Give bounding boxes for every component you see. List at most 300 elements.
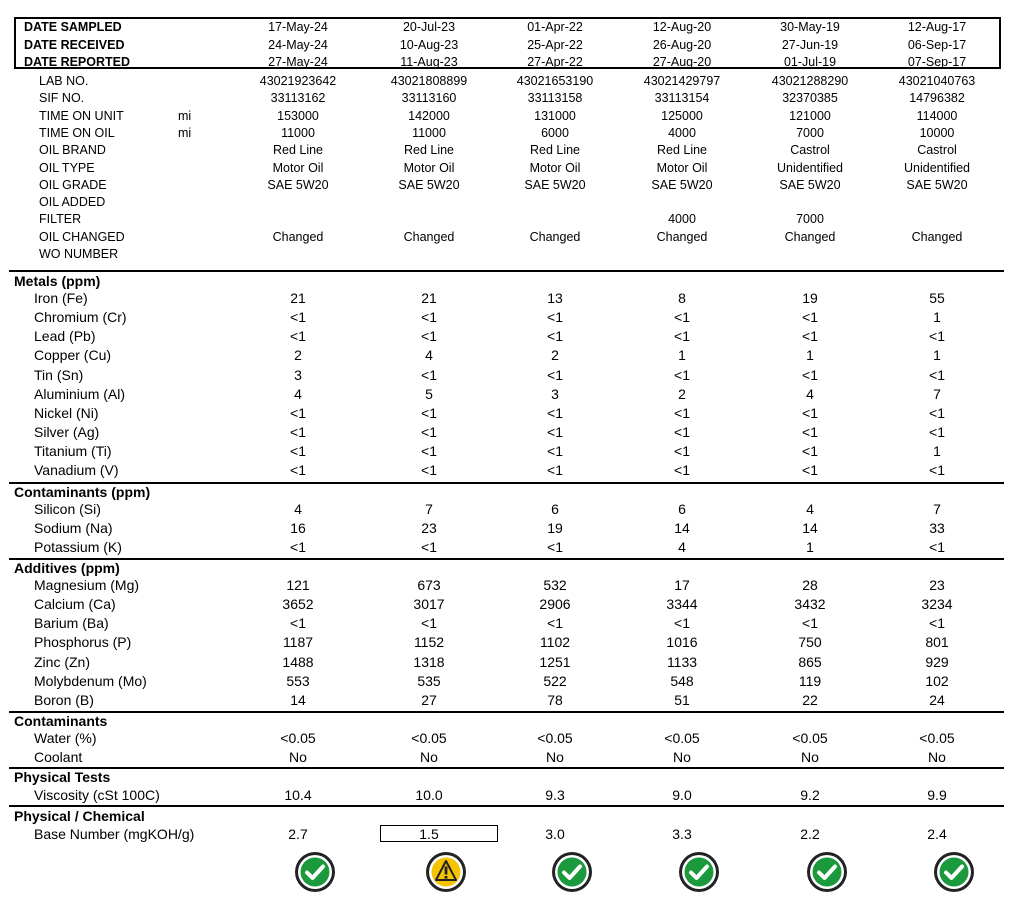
value-cell: 3652	[282, 596, 314, 613]
value-cell: 33113162	[270, 91, 326, 106]
header-label: DATE RECEIVED	[24, 38, 125, 52]
value-cell: 1488	[282, 653, 314, 670]
value-cell: 17	[674, 577, 690, 593]
header-row	[0, 20, 1024, 37]
value-cell: 33113154	[654, 91, 710, 106]
check-icon	[678, 851, 720, 893]
value-cell: 3344	[666, 596, 698, 613]
value-cell: 27-May-24	[268, 55, 328, 69]
value-cell: 16	[290, 520, 306, 537]
value-cell: 121	[286, 577, 310, 593]
parameter-label: Boron (B)	[34, 691, 94, 708]
value-cell: 7	[933, 501, 941, 517]
value-cell: Castrol	[917, 143, 957, 158]
header-label: DATE REPORTED	[24, 55, 131, 69]
value-cell: 43021040763	[898, 74, 976, 88]
value-cell: 07-Sep-17	[907, 55, 967, 69]
value-cell: 4000	[668, 212, 696, 227]
check-icon	[551, 851, 593, 893]
value-cell: <1	[290, 309, 306, 326]
value-cell: <1	[547, 328, 563, 345]
data-row	[0, 577, 1024, 594]
parameter-label: Silicon (Si)	[34, 501, 101, 517]
value-cell: <1	[290, 462, 306, 479]
value-cell: 7	[425, 501, 433, 517]
value-cell: 20-Jul-23	[402, 20, 456, 34]
data-row	[0, 405, 1024, 422]
unit-label: mi	[178, 108, 192, 123]
parameter-label: Barium (Ba)	[34, 615, 109, 632]
value-cell: 43021429797	[643, 74, 721, 88]
value-cell: 33113158	[527, 91, 583, 106]
value-cell: 1102	[539, 634, 571, 651]
value-cell: <1	[802, 328, 818, 345]
parameter-label: Zinc (Zn)	[34, 653, 90, 670]
parameter-label: Vanadium (V)	[34, 462, 119, 479]
value-cell: <1	[802, 309, 818, 326]
header-label: DATE SAMPLED	[24, 20, 122, 34]
value-cell: 13	[547, 290, 563, 306]
value-cell: 1187	[282, 634, 314, 651]
parameter-label: Calcium (Ca)	[34, 596, 116, 613]
info-label: FILTER	[39, 212, 82, 227]
value-cell: 23	[421, 520, 437, 537]
section-title: Physical Tests	[14, 769, 111, 785]
parameter-label: Tin (Sn)	[34, 366, 84, 383]
value-cell: 153000	[277, 108, 319, 123]
value-cell: <1	[547, 424, 563, 441]
section-divider	[9, 767, 1004, 769]
value-cell: SAE 5W20	[524, 177, 586, 192]
parameter-label: Titanium (Ti)	[34, 443, 112, 460]
value-cell: <1	[674, 309, 690, 326]
data-row	[0, 424, 1024, 441]
value-cell: No	[801, 749, 819, 766]
data-row	[0, 596, 1024, 613]
value-cell: <1	[929, 462, 945, 479]
section-divider	[9, 805, 1004, 807]
value-cell: 25-Apr-22	[527, 38, 583, 52]
value-cell: 1	[806, 539, 814, 556]
parameter-label: Lead (Pb)	[34, 328, 96, 345]
check-icon	[294, 851, 336, 893]
section-divider	[9, 711, 1004, 713]
value-cell: 114000	[916, 108, 958, 123]
value-cell: 2.7	[288, 826, 308, 842]
data-row	[0, 634, 1024, 651]
section-title: Contaminants (ppm)	[14, 484, 151, 500]
value-cell: 1133	[666, 653, 698, 670]
value-cell: <1	[674, 424, 690, 441]
info-label: LAB NO.	[39, 74, 89, 88]
value-cell: 19	[547, 520, 563, 537]
data-row	[0, 673, 1024, 690]
value-cell: <1	[547, 539, 563, 556]
value-cell: 14	[290, 691, 306, 708]
data-row	[0, 347, 1024, 364]
value-cell: Red Line	[272, 143, 324, 158]
data-row	[0, 443, 1024, 460]
value-cell: <1	[802, 462, 818, 479]
value-cell: 51	[674, 691, 690, 708]
value-cell: 11-Aug-23	[400, 55, 458, 69]
value-cell: 17-May-24	[268, 20, 328, 34]
data-row	[0, 328, 1024, 345]
parameter-label: Chromium (Cr)	[34, 309, 127, 326]
value-cell: <1	[674, 404, 690, 421]
value-cell: 3234	[921, 596, 953, 613]
value-cell: 30-May-19	[780, 20, 840, 34]
value-cell: <1	[421, 309, 437, 326]
value-cell: Changed	[529, 229, 581, 244]
value-cell: 548	[670, 672, 694, 689]
value-cell: 43021653190	[516, 74, 594, 88]
value-cell: 10000	[919, 125, 955, 140]
value-cell: <1	[547, 615, 563, 632]
value-cell: 6	[551, 501, 559, 517]
value-cell: <1	[802, 443, 818, 460]
data-row	[0, 520, 1024, 537]
value-cell: 535	[417, 672, 441, 689]
info-row	[0, 212, 1024, 229]
value-cell: 22	[802, 691, 818, 708]
value-cell: 6000	[541, 125, 569, 140]
value-cell: <1	[674, 462, 690, 479]
value-cell: 4000	[668, 125, 696, 140]
value-cell: Changed	[911, 229, 963, 244]
value-cell: 2.4	[927, 826, 947, 842]
value-cell: <1	[421, 424, 437, 441]
info-row	[0, 247, 1024, 264]
parameter-label: Iron (Fe)	[34, 290, 88, 306]
value-cell: <1	[547, 462, 563, 479]
info-label: OIL ADDED	[39, 195, 106, 210]
info-row	[0, 74, 1024, 91]
value-cell: <1	[547, 309, 563, 326]
value-cell: 801	[925, 634, 949, 651]
parameter-label: Sodium (Na)	[34, 520, 113, 537]
value-cell: 01-Jul-19	[783, 55, 837, 69]
value-cell: <1	[421, 615, 437, 632]
value-cell: 9.9	[927, 787, 947, 803]
parameter-label: Nickel (Ni)	[34, 404, 99, 421]
value-cell: <1	[674, 328, 690, 345]
value-cell: 14	[674, 520, 690, 537]
section-title: Metals (ppm)	[14, 273, 101, 289]
value-cell: 78	[547, 691, 563, 708]
section-divider	[9, 558, 1004, 560]
value-cell: 121000	[789, 108, 831, 123]
value-cell: 33	[929, 520, 945, 537]
value-cell: 12-Aug-20	[652, 20, 712, 34]
data-row	[0, 386, 1024, 403]
value-cell: 131000	[534, 108, 576, 123]
value-cell: Red Line	[656, 143, 708, 158]
info-label: TIME ON OIL	[39, 125, 115, 140]
section-title: Contaminants	[14, 713, 108, 729]
value-cell: <1	[674, 615, 690, 632]
info-label: OIL BRAND	[39, 143, 106, 158]
value-cell: 3	[294, 366, 302, 383]
value-cell: <1	[929, 404, 945, 421]
info-label: OIL GRADE	[39, 177, 107, 192]
data-row	[0, 309, 1024, 326]
data-row	[0, 692, 1024, 709]
value-cell: 1.5	[419, 826, 439, 842]
value-cell: <1	[421, 404, 437, 421]
parameter-label: Silver (Ag)	[34, 424, 100, 441]
info-row	[0, 230, 1024, 247]
value-cell: <1	[421, 539, 437, 556]
parameter-label: Copper (Cu)	[34, 347, 112, 364]
value-cell: <1	[290, 424, 306, 441]
value-cell: <1	[802, 404, 818, 421]
parameter-label: Base Number (mgKOH/g)	[34, 826, 195, 842]
data-row	[0, 749, 1024, 766]
data-row	[0, 367, 1024, 384]
value-cell: 8	[678, 290, 686, 306]
value-cell: 7000	[796, 212, 824, 227]
info-label: SIF NO.	[39, 91, 85, 106]
value-cell: No	[420, 749, 438, 766]
info-row	[0, 109, 1024, 126]
value-cell: <1	[929, 328, 945, 345]
data-row	[0, 290, 1024, 307]
value-cell: 553	[286, 672, 310, 689]
data-row	[0, 615, 1024, 632]
value-cell: 2.2	[800, 826, 820, 842]
value-cell: <1	[929, 539, 945, 556]
unit-label: mi	[178, 125, 192, 140]
value-cell: SAE 5W20	[398, 177, 460, 192]
info-row	[0, 161, 1024, 178]
value-cell: 23	[929, 577, 945, 593]
value-cell: 1	[806, 347, 814, 364]
value-cell: Unidentified	[776, 160, 843, 175]
value-cell: 1	[933, 443, 941, 460]
section-title: Physical / Chemical	[14, 808, 145, 824]
value-cell: <1	[547, 443, 563, 460]
value-cell: 3.0	[545, 826, 565, 842]
flagged-value-box	[380, 825, 498, 842]
value-cell: 55	[929, 290, 945, 306]
value-cell: 2	[678, 385, 686, 402]
value-cell: <0.05	[537, 730, 573, 746]
value-cell: 1152	[413, 634, 445, 651]
value-cell: <1	[547, 404, 563, 421]
value-cell: 2906	[539, 596, 571, 613]
info-row	[0, 126, 1024, 143]
data-row	[0, 501, 1024, 518]
data-row	[0, 654, 1024, 671]
value-cell: <0.05	[411, 730, 447, 746]
value-cell: 1251	[539, 653, 571, 670]
warning-icon	[425, 851, 467, 893]
value-cell: <1	[802, 424, 818, 441]
value-cell: 2	[294, 347, 302, 364]
parameter-label: Molybdenum (Mo)	[34, 672, 147, 689]
check-icon	[806, 851, 848, 893]
value-cell: <0.05	[792, 730, 828, 746]
info-row	[0, 91, 1024, 108]
value-cell: <1	[290, 615, 306, 632]
value-cell: <0.05	[664, 730, 700, 746]
value-cell: 12-Aug-17	[907, 20, 967, 34]
value-cell: 119	[798, 672, 822, 689]
value-cell: 3017	[413, 596, 445, 613]
data-row	[0, 539, 1024, 556]
value-cell: Changed	[272, 229, 324, 244]
value-cell: 865	[798, 653, 822, 670]
value-cell: 3432	[794, 596, 826, 613]
value-cell: 9.2	[800, 787, 820, 803]
info-label: WO NUMBER	[39, 247, 119, 261]
value-cell: 26-Aug-20	[652, 38, 712, 52]
value-cell: 6	[678, 501, 686, 517]
value-cell: Motor Oil	[403, 160, 455, 175]
value-cell: <1	[929, 615, 945, 632]
value-cell: 10-Aug-23	[399, 38, 459, 52]
check-icon	[933, 851, 975, 893]
value-cell: 43021923642	[259, 74, 337, 88]
data-row	[0, 826, 1024, 843]
value-cell: 10.0	[415, 787, 443, 803]
value-cell: 2	[551, 347, 559, 364]
value-cell: 1016	[666, 634, 698, 651]
parameter-label: Aluminium (Al)	[34, 385, 126, 402]
value-cell: <1	[421, 462, 437, 479]
value-cell: Castrol	[790, 143, 830, 158]
value-cell: Red Line	[403, 143, 455, 158]
data-row	[0, 787, 1024, 804]
value-cell: SAE 5W20	[906, 177, 968, 192]
info-label: TIME ON UNIT	[39, 108, 124, 123]
parameter-label: Coolant	[34, 749, 83, 766]
value-cell: <1	[421, 366, 437, 383]
value-cell: 1318	[413, 653, 445, 670]
value-cell: <1	[290, 328, 306, 345]
value-cell: 532	[543, 577, 567, 593]
info-row	[0, 178, 1024, 195]
value-cell: <1	[929, 424, 945, 441]
header-row	[0, 55, 1024, 72]
value-cell: 522	[543, 672, 567, 689]
value-cell: 750	[798, 634, 822, 651]
value-cell: <1	[290, 443, 306, 460]
value-cell: <1	[421, 328, 437, 345]
value-cell: 24-May-24	[268, 38, 328, 52]
value-cell: <0.05	[280, 730, 316, 746]
info-row	[0, 195, 1024, 212]
parameter-label: Magnesium (Mg)	[34, 577, 140, 593]
value-cell: 4	[294, 501, 302, 517]
parameter-label: Viscosity (cSt 100C)	[34, 787, 160, 803]
value-cell: 4	[678, 539, 686, 556]
value-cell: SAE 5W20	[651, 177, 713, 192]
value-cell: No	[928, 749, 946, 766]
value-cell: 3	[551, 385, 559, 402]
data-row	[0, 730, 1024, 747]
value-cell: 27-Jun-19	[781, 38, 839, 52]
value-cell: 929	[925, 653, 949, 670]
value-cell: 11000	[281, 125, 315, 140]
value-cell: 24	[929, 691, 945, 708]
value-cell: <0.05	[919, 730, 955, 746]
value-cell: 1	[678, 347, 686, 364]
value-cell: 9.3	[545, 787, 565, 803]
value-cell: 27	[421, 691, 437, 708]
value-cell: 27-Apr-22	[527, 55, 583, 69]
value-cell: 21	[290, 290, 306, 306]
value-cell: 19	[802, 290, 818, 306]
section-divider	[9, 270, 1004, 272]
value-cell: 125000	[661, 108, 703, 123]
value-cell: Motor Oil	[656, 160, 708, 175]
value-cell: 14	[802, 520, 818, 537]
value-cell: <1	[674, 366, 690, 383]
section-divider	[9, 482, 1004, 484]
value-cell: 142000	[408, 108, 450, 123]
value-cell: 4	[425, 347, 433, 364]
value-cell: Changed	[403, 229, 455, 244]
value-cell: 7	[933, 385, 941, 402]
value-cell: 14796382	[909, 91, 965, 106]
value-cell: No	[673, 749, 691, 766]
value-cell: 21	[421, 290, 437, 306]
value-cell: <1	[290, 539, 306, 556]
value-cell: 4	[294, 385, 302, 402]
data-row	[0, 462, 1024, 479]
value-cell: 10.4	[284, 787, 312, 803]
value-cell: Changed	[656, 229, 708, 244]
value-cell: SAE 5W20	[779, 177, 841, 192]
value-cell: Unidentified	[903, 160, 970, 175]
value-cell: 01-Apr-22	[527, 20, 583, 34]
value-cell: 4	[806, 385, 814, 402]
value-cell: 33113160	[401, 91, 457, 106]
value-cell: 11000	[412, 125, 446, 140]
value-cell: 9.0	[672, 787, 692, 803]
value-cell: 06-Sep-17	[907, 38, 967, 52]
value-cell: No	[289, 749, 307, 766]
value-cell: 32370385	[782, 91, 838, 106]
value-cell: 5	[425, 385, 433, 402]
value-cell: No	[546, 749, 564, 766]
value-cell: 28	[802, 577, 818, 593]
section-title: Additives (ppm)	[14, 560, 120, 576]
value-cell: 27-Aug-20	[652, 55, 712, 69]
value-cell: 7000	[796, 125, 824, 140]
info-label: OIL TYPE	[39, 160, 95, 175]
value-cell: Red Line	[529, 143, 581, 158]
header-row	[0, 38, 1024, 55]
value-cell: 673	[417, 577, 441, 593]
value-cell: Motor Oil	[529, 160, 581, 175]
value-cell: <1	[547, 366, 563, 383]
value-cell: <1	[421, 443, 437, 460]
value-cell: 102	[925, 672, 949, 689]
value-cell: <1	[674, 443, 690, 460]
value-cell: <1	[290, 404, 306, 421]
value-cell: 4	[806, 501, 814, 517]
value-cell: <1	[802, 366, 818, 383]
parameter-label: Potassium (K)	[34, 539, 122, 556]
value-cell: 1	[933, 347, 941, 364]
value-cell: 1	[933, 309, 941, 326]
parameter-label: Water (%)	[34, 730, 97, 746]
value-cell: <1	[929, 366, 945, 383]
value-cell: Motor Oil	[272, 160, 324, 175]
